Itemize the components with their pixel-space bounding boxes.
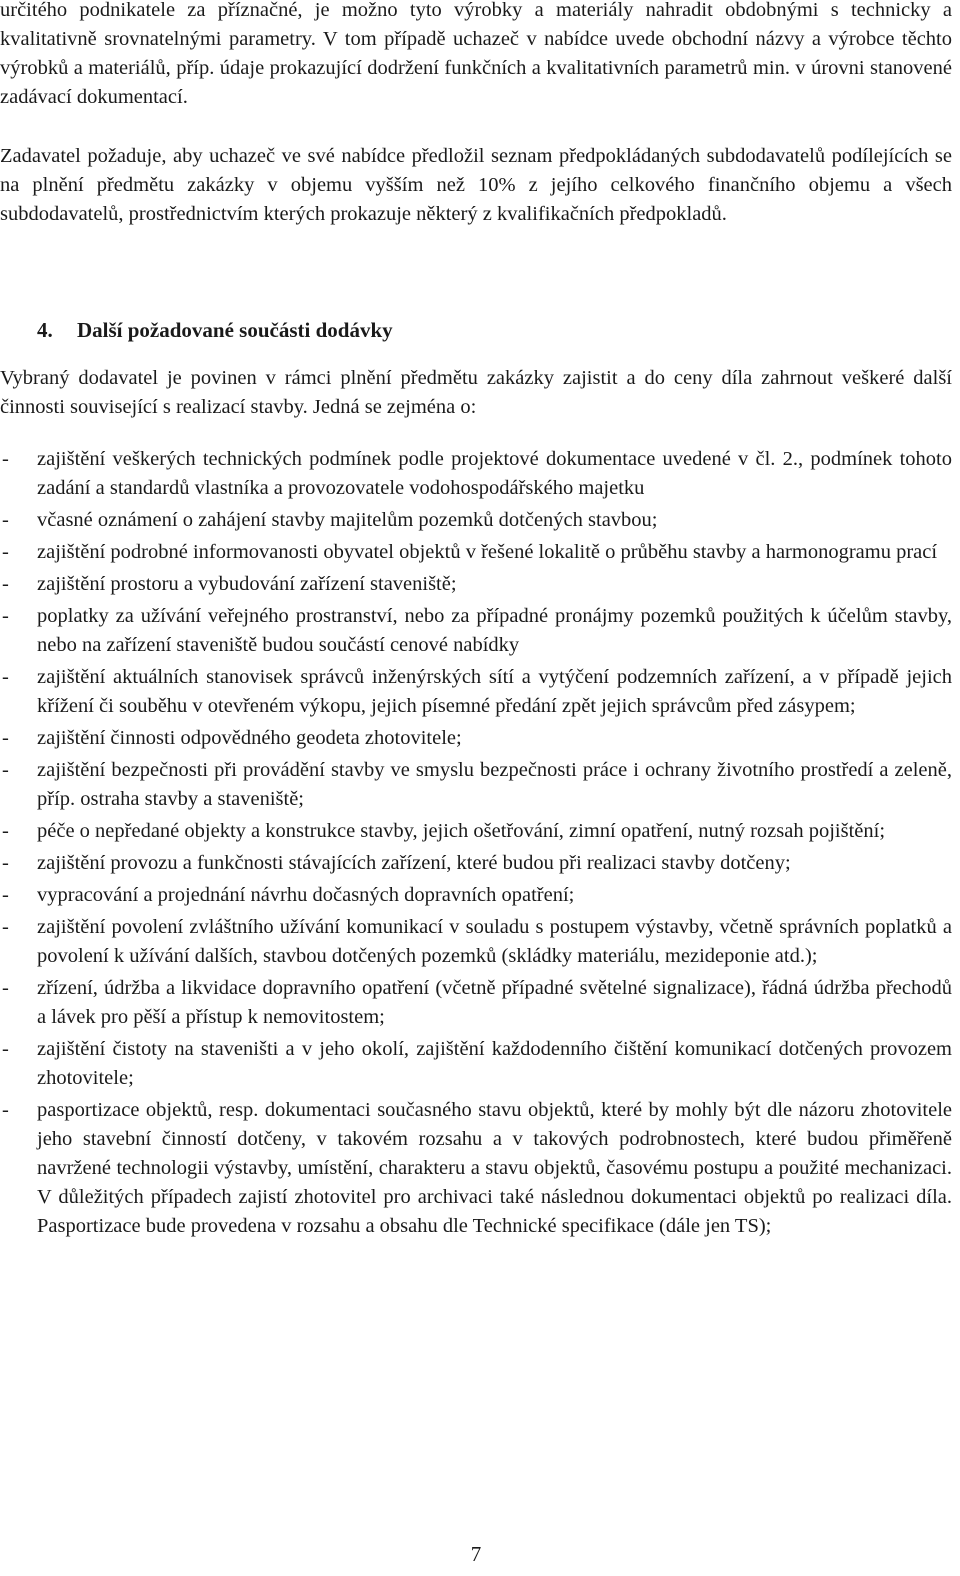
list-item: - pasportizace objektů, resp. dokumentaci současného stavu objektů, které by mohly být dle názoru zhotovitele jeho stavební činností dotčeny, v takovém rozsahu a v takových podrobnostech, které budou přiměřeně navržené technologii výstavby, umístění, charakteru a stavu objektů, časovému postupu a použité mechanizaci. V důležitých případech zajistí zhotovitel pro archivaci také následnou dokumentaci objektů po realizaci díla. Pasportizace bude provedena v rozsahu a obsahu dle Technické specifikace (dále jen TS); <box>2 1099 952 1237</box>
section-number: 4. <box>37 318 53 342</box>
list-item: - vypracování a projednání návrhu dočasných dopravních opatření; <box>2 884 575 906</box>
list-item: - péče o nepředané objekty a konstrukce stavby, jejich ošetřování, zimní opatření, nutný rozsah pojištění; <box>2 820 886 842</box>
list-item: - zřízení, údržba a likvidace dopravního opatření (včetně případné světelné signalizace), řádná údržba přechodů a lávek pro pěší a přístup k nemovitostem; <box>2 977 952 1028</box>
list-item: - zajištění činnosti odpovědného geodeta zhotovitele; <box>2 727 462 749</box>
section-intro: Vybraný dodavatel je povinen v rámci plnění předmětu zakázky zajistit a do ceny díla zahrnout veškeré další činnosti související s realizací stavby. Jedná se zejména o: <box>0 367 952 418</box>
section-heading <box>37 316 393 345</box>
requirements-list <box>0 445 952 1244</box>
list-item: - včasné oznámení o zahájení stavby majitelům pozemků dotčených stavbou; <box>2 509 658 531</box>
list-item: - poplatky za užívání veřejného prostranství, nebo za případné pronájmy pozemků použitých k účelům stavby, nebo na zařízení staveniště budou součástí cenové nabídky <box>2 605 952 656</box>
list-item: - zajištění povolení zvláštního užívání komunikací v souladu s postupem výstavby, včetně správních poplatků a povolení k užívání dalších, stavbou dotčených pozemků (skládky materiálu, mezideponie atd.); <box>2 916 952 967</box>
list-item: - zajištění bezpečnosti při provádění stavby ve smyslu bezpečnosti práce i ochrany životního prostředí a zeleně, příp. ostraha stavby a staveniště; <box>2 759 952 810</box>
list-item: - zajištění prostoru a vybudování zařízení staveniště; <box>2 573 457 595</box>
list-item: - zajištění aktuálních stanovisek správců inženýrských sítí a vytýčení podzemních zařízení, a v případě jejich křížení či souběhu v otevřeném výkopu, jejich písemné předání zpět jejich správcům před zásypem; <box>2 666 952 717</box>
list-item: - zajištění provozu a funkčnosti stávajících zařízení, které budou při realizaci stavby dotčeny; <box>2 852 791 874</box>
section-title: Další požadované součásti dodávky <box>77 318 393 342</box>
list-item: - zajištění veškerých technických podmínek podle projektové dokumentace uvedené v čl. 2., podmínek tohoto zadání a standardů vlastníka a provozovatele vodohospodářského majetku <box>2 448 952 499</box>
continuation-paragraph: určitého podnikatele za příznačné, je možno tyto výrobky a materiály nahradit obdobnými s technicky a kvalitativně srovnatelnými parametry. V tom případě uchazeč v nabídce uvede obchodní názvy a výrobce těchto výrobků a materiálů, příp. údaje prokazující dodržení funkčních a kvalitativních parametrů min. v úrovni stanovené zadávací dokumentací. <box>0 0 952 108</box>
page-number: 7 <box>470 1542 482 1566</box>
list-item: - zajištění čistoty na staveništi a v jeho okolí, zajištění každodenního čištění komunikací dotčených provozem zhotovitele; <box>2 1038 952 1089</box>
subcontractors-paragraph: Zadavatel požaduje, aby uchazeč ve své nabídce předložil seznam předpokládaných subdodavatelů podílejících se na plnění předmětu zakázky v objemu vyšším než 10% z jejího celkového finančního objemu a všech subdodavatelů, prostřednictvím kterých prokazuje některý z kvalifikačních předpokladů. <box>0 145 952 225</box>
list-item: - zajištění podrobné informovanosti obyvatel objektů v řešené lokalitě o průběhu stavby a harmonogramu prací <box>2 541 938 563</box>
